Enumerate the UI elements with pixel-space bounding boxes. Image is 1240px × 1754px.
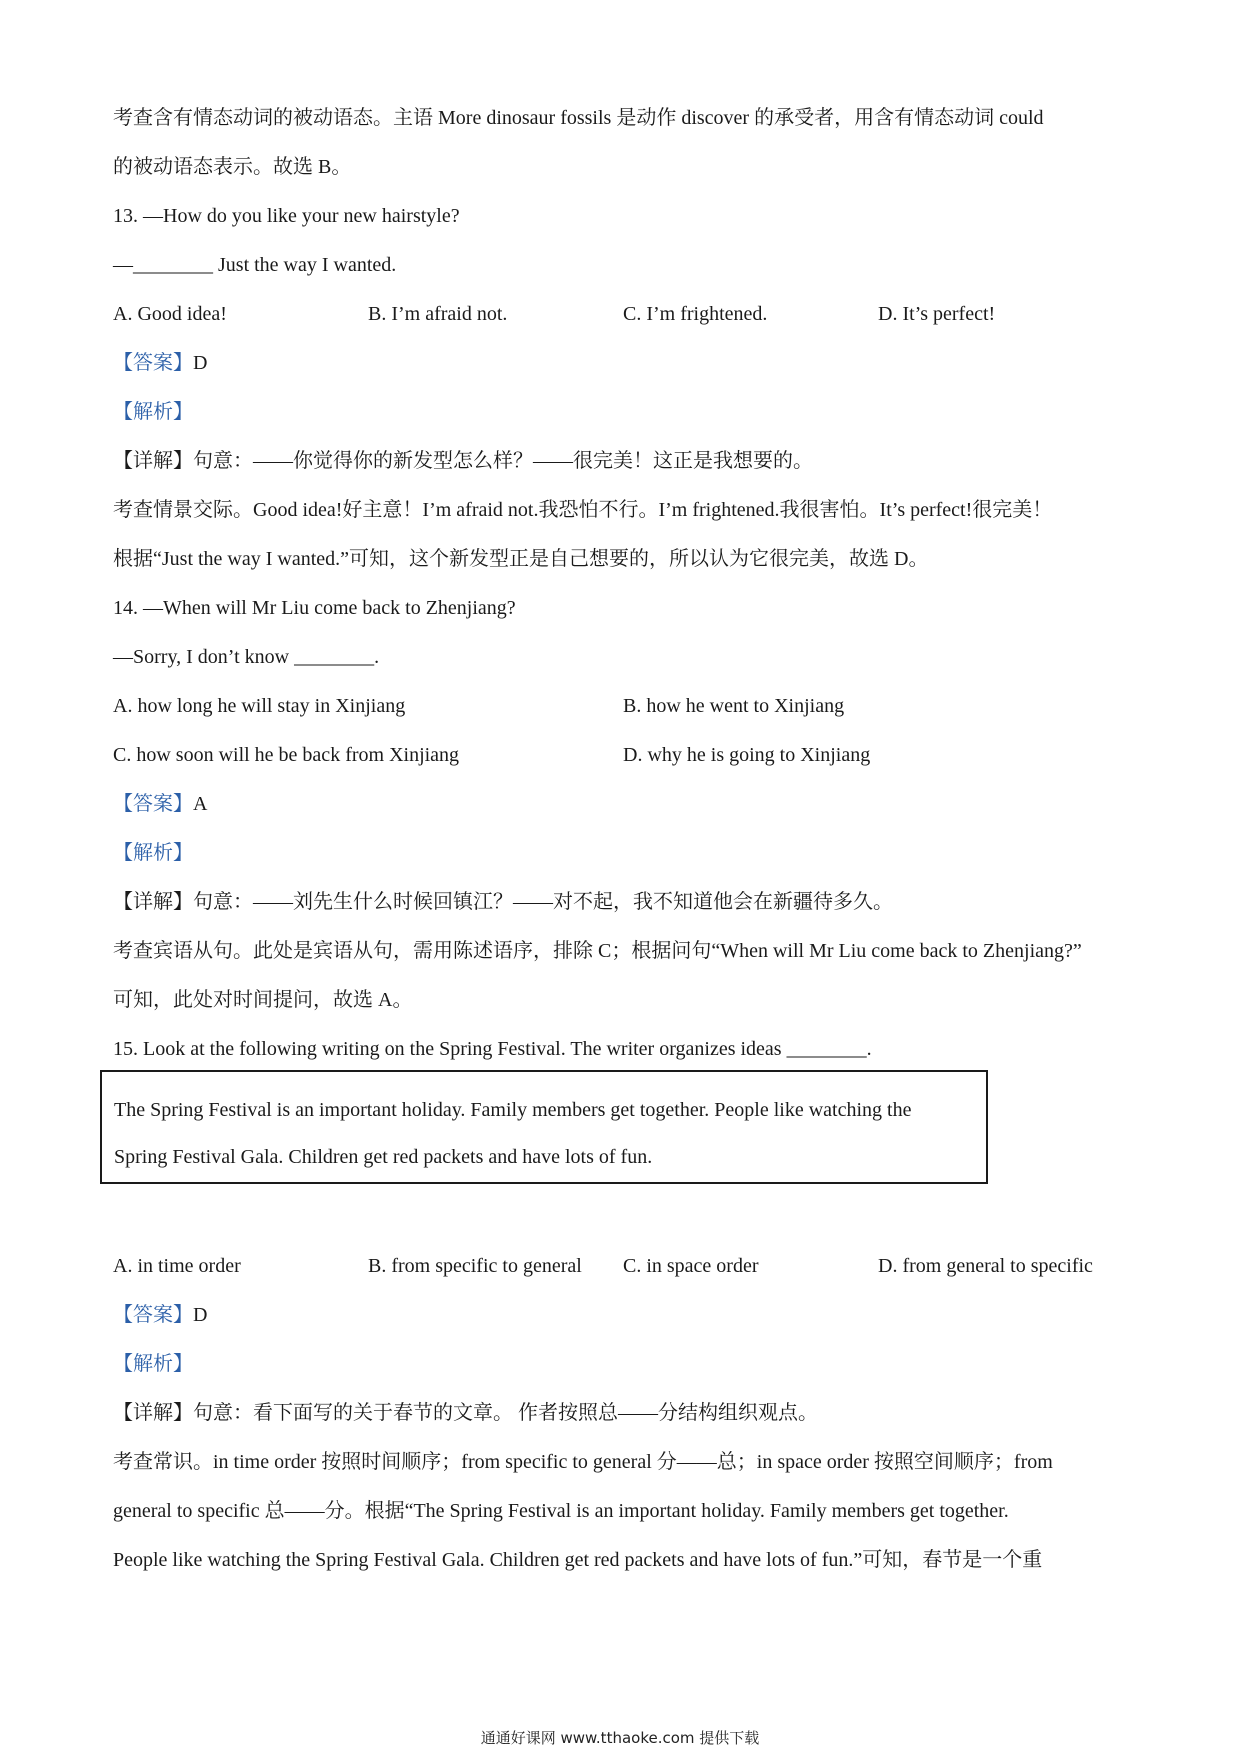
writing-sample-line: The Spring Festival is an important holiday. Family members get together. People like watching the: [114, 1099, 912, 1121]
question-15-option-d: D. from general to specific: [878, 1255, 1093, 1277]
question-15-option-b: B. from specific to general: [368, 1255, 582, 1277]
question-15-explanation-2: general to specific 总——分。根据“The Spring Festival is an important holiday. Family members get together.: [113, 1500, 1009, 1522]
question-14-option-c: C. how soon will he be back from Xinjiang: [113, 744, 460, 766]
text-line: 的被动语态表示。故选 B。: [113, 156, 352, 178]
detail-text: 句意：——刘先生什么时候回镇江？——对不起，我不知道他会在新疆待多久。: [193, 891, 893, 913]
question-13-explanation-1: 考查情景交际。Good idea!好主意！I’m afraid not.我恐怕不行。I’m frightened.我很害怕。It’s perfect!很完美！: [113, 499, 1053, 521]
question-15-stem: 15. Look at the following writing on the Spring Festival. The writer organizes ideas ________.: [113, 1038, 872, 1060]
question-15-option-c: C. in space order: [623, 1255, 759, 1277]
answer-value: D: [193, 352, 208, 374]
question-13-option-a: A. Good idea!: [113, 303, 227, 325]
question-14-answer: [113, 790, 207, 818]
question-14-stem: 14. —When will Mr Liu come back to Zhenjiang?: [113, 597, 516, 619]
question-15-answer: [113, 1301, 207, 1329]
detail-tag: 【详解】: [113, 891, 193, 913]
question-15-explanation-3: People like watching the Spring Festival Gala. Children get red packets and have lots of fun.”可知，春节是一个重: [113, 1549, 1043, 1571]
question-13-option-d: D. It’s perfect!: [878, 303, 996, 325]
text-line: 考查含有情态动词的被动语态。主语 More dinosaur fossils 是动作 discover 的承受者，用含有情态动词 could: [113, 107, 1044, 129]
question-13-stem: 13. —How do you like your new hairstyle?: [113, 205, 460, 227]
writing-sample-box: [100, 1070, 988, 1184]
question-15-detail: [113, 1399, 818, 1427]
answer-tag: 【答案】: [113, 793, 193, 815]
question-14-detail: [113, 888, 893, 916]
question-15-analysis-heading: [113, 1350, 193, 1378]
question-13-reply: —________ Just the way I wanted.: [113, 254, 397, 276]
writing-sample-line: Spring Festival Gala. Children get red packets and have lots of fun.: [114, 1146, 653, 1168]
page-footer: 通通好课网 www.tthaoke.com 提供下载: [480, 1729, 760, 1747]
question-14-explanation-1: 考查宾语从句。此处是宾语从句，需用陈述语序，排除 C；根据问句“When will Mr Liu come back to Zhenjiang?”: [113, 940, 1082, 962]
detail-tag: 【详解】: [113, 1402, 193, 1424]
question-13-analysis-heading: [113, 398, 193, 426]
question-13-option-c: C. I’m frightened.: [623, 303, 768, 325]
analysis-tag: 【解析】: [113, 401, 193, 423]
question-15-option-a: A. in time order: [113, 1255, 241, 1277]
question-14-option-a: A. how long he will stay in Xinjiang: [113, 695, 406, 717]
question-13-option-b: B. I’m afraid not.: [368, 303, 508, 325]
detail-text: 句意：——你觉得你的新发型怎么样？——很完美！这正是我想要的。: [193, 450, 813, 472]
question-13-detail: [113, 447, 813, 475]
answer-tag: 【答案】: [113, 1304, 193, 1326]
detail-text: 句意：看下面写的关于春节的文章。 作者按照总——分结构组织观点。: [193, 1402, 818, 1424]
analysis-tag: 【解析】: [113, 1353, 193, 1375]
question-13-answer: [113, 349, 207, 377]
question-14-explanation-2: 可知，此处对时间提问，故选 A。: [113, 989, 413, 1011]
answer-value: A: [193, 793, 208, 815]
answer-tag: 【答案】: [113, 352, 193, 374]
question-15-explanation-1: 考查常识。in time order 按照时间顺序；from specific to general 分——总；in space order 按照空间顺序；from: [113, 1451, 1053, 1473]
answer-value: D: [193, 1304, 208, 1326]
question-14-option-d: D. why he is going to Xinjiang: [623, 744, 871, 766]
analysis-tag: 【解析】: [113, 842, 193, 864]
question-14-option-b: B. how he went to Xinjiang: [623, 695, 845, 717]
detail-tag: 【详解】: [113, 450, 193, 472]
question-14-analysis-heading: [113, 839, 193, 867]
question-14-reply: —Sorry, I don’t know ________.: [113, 646, 380, 668]
question-13-explanation-2: 根据“Just the way I wanted.”可知，这个新发型正是自己想要的，所以认为它很完美，故选 D。: [113, 548, 929, 570]
